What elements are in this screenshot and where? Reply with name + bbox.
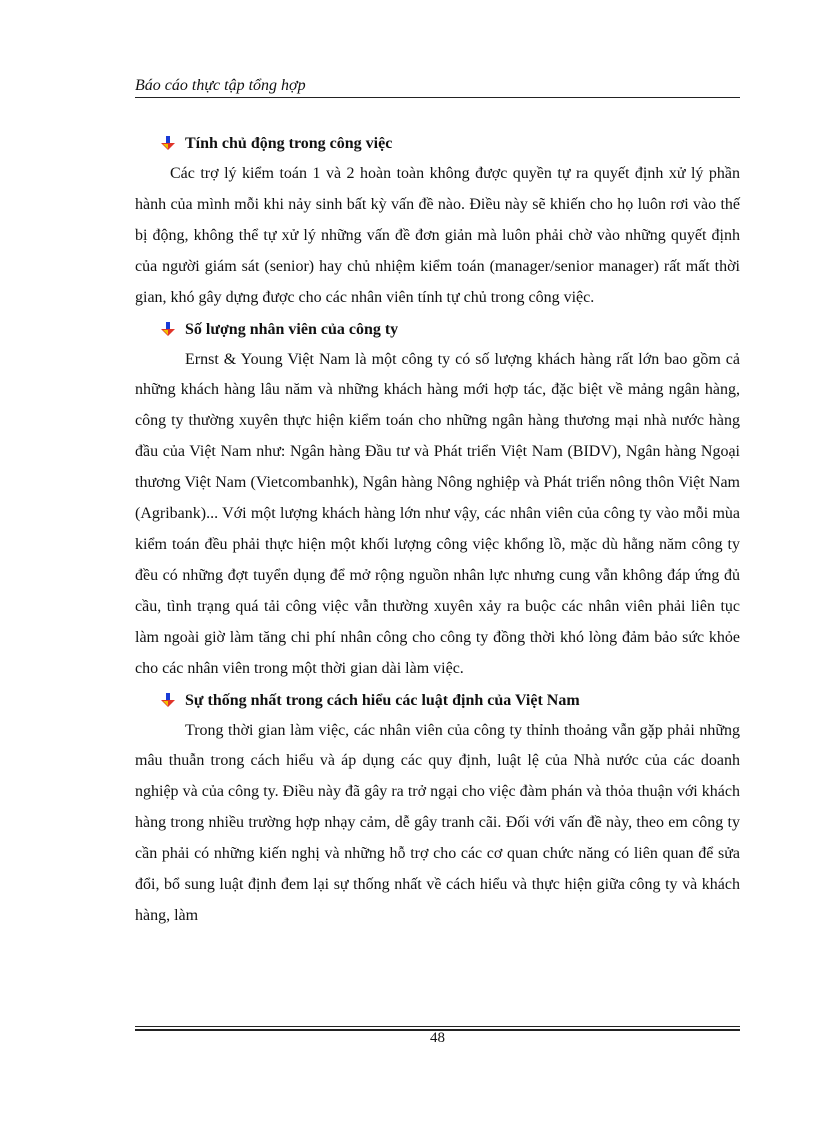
section-heading-text: Sự thống nhất trong cách hiểu các luật định của Việt Nam	[185, 691, 580, 709]
footer-rule	[135, 1026, 740, 1027]
arrow-bullet-icon	[159, 693, 177, 709]
section-paragraph: Trong thời gian làm việc, các nhân viên của công ty thỉnh thoảng vẫn gặp phải những mâu thuẫn trong cách hiểu và áp dụng các quy định, luật lệ của Nhà nước của các doanh nghiệp và của công ty. Điều này đã gây ra trở ngại cho việc đàm phán và thỏa thuận với khách hàng trong nhiều trường hợp nhạy cảm, dễ gây tranh cãi. Đối với vấn đề này, theo em công ty cần phải có những kiến nghị và những hỗ trợ cho các cơ quan chức năng có liên quan để sửa đổi, bổ sung luật định đem lại sự thống nhất về cách hiểu và thực hiện giữa công ty và khách hàng, làm	[135, 721, 740, 924]
section-heading	[135, 685, 740, 716]
header-rule	[135, 97, 740, 98]
page-header: Báo cáo thực tập tổng hợp	[135, 77, 306, 94]
section-heading	[135, 128, 740, 159]
page-number: 48	[430, 1030, 445, 1046]
section-paragraph: Các trợ lý kiểm toán 1 và 2 hoàn toàn không được quyền tự ra quyết định xử lý phần hành của mình mỗi khi nảy sinh bất kỳ vấn đề nào. Điều này sẽ khiến cho họ luôn rơi vào thế bị động, không thể tự xử lý những vấn đề đơn giản mà luôn phải chờ vào những quyết định của người giám sát (senior) hay chủ nhiệm kiểm toán (manager/senior manager) rất mất thời gian, khó gây dựng được cho các nhân viên tính tự chủ trong công việc.	[135, 165, 740, 306]
arrow-bullet-icon	[159, 322, 177, 338]
arrow-bullet-icon	[159, 136, 177, 152]
section-heading-text: Tính chủ động trong công việc	[185, 135, 393, 152]
document-body	[135, 128, 740, 932]
section-heading	[135, 314, 740, 345]
section-paragraph: Ernst & Young Việt Nam là một công ty có số lượng khách hàng rất lớn bao gồm cả những khách hàng lâu năm và những khách hàng mới hợp tác, đặc biệt về mảng ngân hàng, công ty thường xuyên thực hiện kiểm toán cho những ngân hàng thương mại nhà nước hàng đầu của Việt Nam như: Ngân hàng Đầu tư và Phát triển Việt Nam (BIDV), Ngân hàng Ngoại thương Việt Nam (Vietcombanhk), Ngân hàng Nông nghiệp và Phát triển nông thôn Việt Nam (Agribank)... Với một lượng khách hàng lớn như vậy, các nhân viên của công ty vào mỗi mùa kiểm toán đều phải thực hiện một khối lượng công việc khổng lồ, mặc dù hằng năm công ty đều có những đợt tuyển dụng để mở rộng nguồn nhân lực nhưng cung vẫn không đáp ứng đủ cầu, tình trạng quá tải công việc vẫn thường xuyên xảy ra buộc các nhân viên phải liên tục làm ngoài giờ làm tăng chi phí nhân công cho công ty đồng thời khó lòng đảm bảo sức khỏe cho các nhân viên trong một thời gian dài làm việc.	[135, 350, 740, 677]
section-heading-text: Số lượng nhân viên của công ty	[185, 320, 399, 338]
